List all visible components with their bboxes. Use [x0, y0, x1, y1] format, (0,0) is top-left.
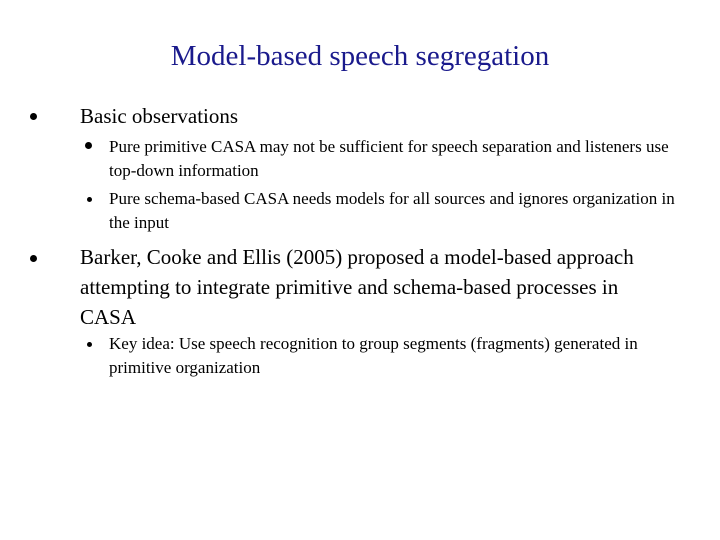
- sub-bullet-schema-casa: Pure schema-based CASA needs models for all sources and ignores organization in the input: [109, 189, 675, 232]
- bullet-basic-observations: Basic observations: [80, 104, 239, 128]
- sub-bullet-dot-icon: [87, 197, 92, 202]
- sub-bullet-key-idea: Key idea: Use speech recognition to group segments (fragments) generated in primitive organization: [109, 334, 638, 377]
- sub-bullet-primitive-casa: Pure primitive CASA may not be sufficient for speech separation and listeners use top-down information: [109, 137, 669, 180]
- bullet-barker-cooke-ellis: Barker, Cooke and Ellis (2005) proposed a model-based approach attempting to integrate primitive and schema-based processes in CASA: [80, 245, 634, 329]
- sub-bullet-dot-icon: [85, 142, 92, 149]
- bullet-dot-icon: [30, 113, 37, 120]
- sub-bullet-dot-icon: [87, 342, 92, 347]
- slide-title: Model-based speech segregation: [170, 40, 550, 72]
- bullet-dot-icon: [30, 255, 37, 262]
